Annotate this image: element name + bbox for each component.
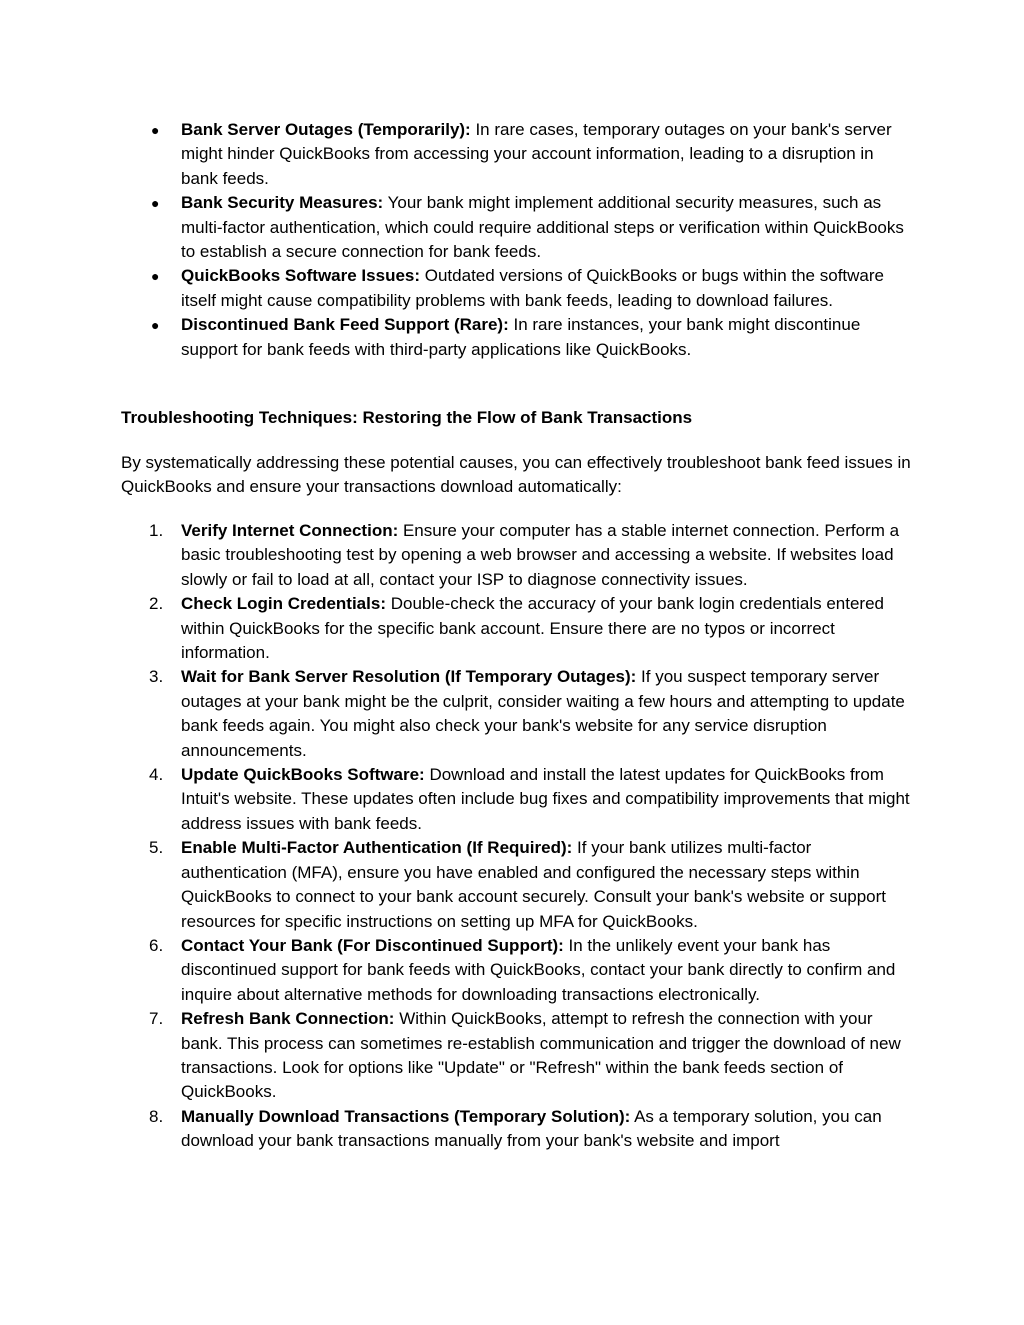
list-item-title: QuickBooks Software Issues: <box>181 266 421 286</box>
causes-bullet-list <box>151 118 911 362</box>
section-heading: Troubleshooting Techniques: Restoring the Flow of Bank Transactions <box>121 408 693 427</box>
list-item <box>149 934 911 1007</box>
bullet-icon: ● <box>151 122 160 138</box>
list-item-title: Update QuickBooks Software: <box>181 765 425 785</box>
list-item-title: Discontinued Bank Feed Support (Rare): <box>181 315 509 335</box>
step-number: 4. <box>149 765 164 785</box>
list-item-title: Bank Security Measures: <box>181 193 384 213</box>
list-item-title: Enable Multi-Factor Authentication (If Required): <box>181 838 573 858</box>
list-item <box>151 264 911 313</box>
list-item-text: If your bank utilizes multi-factor authentication (MFA), ensure you have enabled and configured the necessary steps within QuickBooks to connect to your bank account securely. Consult your bank's website or support resources for specific instructions on setting up MFA for QuickBooks. <box>181 838 887 931</box>
list-item <box>149 1007 911 1105</box>
list-item-text: Your bank might implement additional security measures, such as multi-factor authentication, which could require additional steps or verification within QuickBooks to establish a secure connection for bank feeds. <box>181 193 904 262</box>
step-number: 2. <box>149 594 164 614</box>
list-item-text: In rare instances, your bank might discontinue support for bank feeds with third-party applications like QuickBooks. <box>181 315 861 359</box>
list-item-title: Wait for Bank Server Resolution (If Temporary Outages): <box>181 667 637 687</box>
list-item <box>149 519 911 592</box>
list-item-title: Refresh Bank Connection: <box>181 1009 395 1029</box>
list-item <box>149 763 911 836</box>
step-number: 1. <box>149 521 164 540</box>
troubleshooting-steps-list <box>149 519 911 1154</box>
list-item-text: In rare cases, temporary outages on your bank's server might hinder QuickBooks from accessing your account information, leading to a disruption in bank feeds. <box>181 120 892 188</box>
list-item-title: Manually Download Transactions (Temporary Solution): <box>181 1106 631 1126</box>
list-item-text: Within QuickBooks, attempt to refresh the connection with your bank. This process can sometimes re-establish communication and trigger the download of new transactions. Look for options like "Update" or "Refresh" within the bank feeds section of QuickBooks. <box>181 1009 901 1102</box>
bullet-icon: ● <box>151 195 160 212</box>
list-item-text: If you suspect temporary server outages at your bank might be the culprit, consider waiting a few hours and attempting to update bank feeds again. You might also check your bank's website for any service disruption announcements. <box>181 667 905 760</box>
list-item <box>149 592 911 665</box>
list-item <box>149 836 911 934</box>
bullet-icon: ● <box>151 268 160 285</box>
list-item <box>149 1105 911 1154</box>
list-item-text: In the unlikely event your bank has discontinued support for bank feeds with QuickBooks, contact your bank directly to confirm and inquire about alternative methods for downloading transactions electronically. <box>181 935 896 1004</box>
list-item-title: Contact Your Bank (For Discontinued Support): <box>181 935 564 955</box>
list-item-text: As a temporary solution, you can download your bank transactions manually from your bank's website and import <box>181 1106 882 1151</box>
list-item-title: Verify Internet Connection: <box>181 521 399 540</box>
list-item-title: Check Login Credentials: <box>181 594 386 614</box>
list-item <box>149 665 911 763</box>
list-item-text: Ensure your computer has a stable internet connection. Perform a basic troubleshooting test by opening a web browser and accessing a website. If websites load slowly or fail to load at all, contact your ISP to diagnose connectivity issues. <box>181 521 900 589</box>
list-item <box>151 118 911 191</box>
bullet-icon: ● <box>151 317 160 334</box>
list-item-title: Bank Server Outages (Temporarily): <box>181 120 471 139</box>
list-item <box>151 191 911 264</box>
step-number: 8. <box>149 1106 164 1126</box>
list-item-text: Outdated versions of QuickBooks or bugs within the software itself might cause compatibility problems with bank feeds, leading to download failures. <box>181 266 884 310</box>
list-item-text: Double-check the accuracy of your bank login credentials entered within QuickBooks for the specific bank account. Ensure there are no typos or incorrect information. <box>181 594 884 663</box>
step-number: 6. <box>149 935 164 955</box>
list-item-text: Download and install the latest updates for QuickBooks from Intuit's website. These updates often include bug fixes and compatibility improvements that might address issues with bank feeds. <box>181 765 910 833</box>
intro-paragraph: By systematically addressing these potential causes, you can effectively troubleshoot bank feed issues in QuickBooks and ensure your transactions download automatically: <box>121 453 911 497</box>
list-item <box>151 313 911 362</box>
step-number: 5. <box>149 838 164 858</box>
step-number: 7. <box>149 1009 164 1029</box>
step-number: 3. <box>149 667 164 687</box>
